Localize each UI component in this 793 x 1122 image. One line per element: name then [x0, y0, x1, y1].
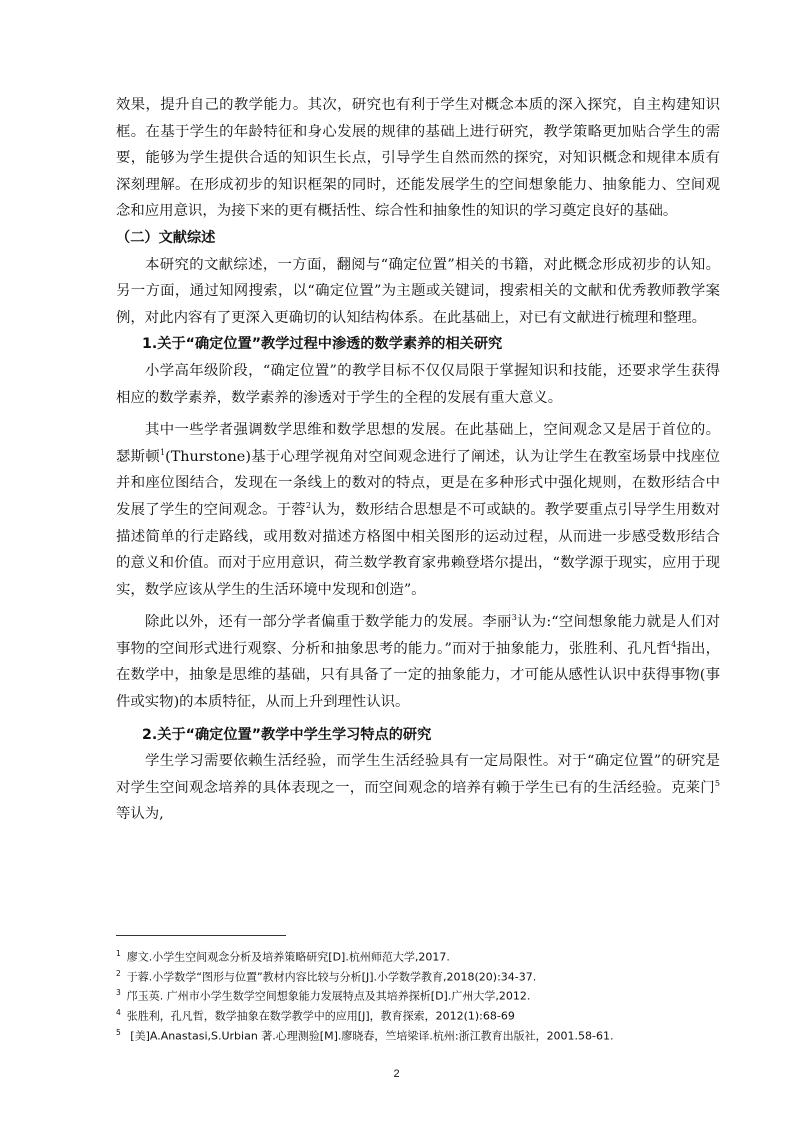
paragraph-spatial-concept [116, 417, 720, 603]
footnote-ref-4[interactable]: 4 [671, 640, 677, 650]
footnote-number: 4 [116, 1007, 121, 1017]
footnote-ref-3[interactable]: 3 [511, 613, 517, 623]
text-span: (Thurstone)基于心理学视角对空间观念进行了阐述，认为让学生在教室场景中找座位并和座位图结合，发现在一条线上的数对的特点，更是在多种形式中强化规则，在数形结合中发展了学生的空间观念。于蓉 [116, 448, 720, 518]
text-span: 指出，在数学中，抽象是思维的基础，只有具备了一定的抽象能力，才可能从感性认识中获得事物(事件或实物)的本质特征，从而上升到理性认识。 [116, 640, 720, 711]
text-span: 学生学习需要依赖生活经验，而学生生活经验具有一定局限性。对于“确定位置”的研究是对学生空间观念培养的具体表现之一，而空间观念的培养有赖于学生已有的生活经验。克莱门 [116, 753, 720, 796]
footnote-ref-1[interactable]: 1 [159, 447, 166, 457]
paragraph-intro-continued: 效果，提升自己的教学能力。其次，研究也有利于学生对概念本质的深入探究，自主构建知识框。在基于学生的年龄特征和身心发展的规律的基础上进行研究，教学策略更加贴合学生的需要，能够为学生提供合适的知识生长点，引导学生自然而然的探究，对知识概念和规律本质有深刻理解。在形成初步的知识框架的同时，还能发展学生的空间想象能力、抽象能力、空间观念和应用意识，为接下来的更有概括性、综合性和抽象性的知识的学习奠定良好的基础。 [116, 97, 720, 220]
footnote-number: 3 [116, 988, 121, 998]
footnotes [116, 946, 720, 1044]
footnote-text: 廖文.小学生空间观念分析及培养策略研究[D].杭州师范大学,2017. [126, 950, 450, 964]
footnote-number: 1 [116, 949, 121, 958]
paragraph-math-ability [116, 609, 720, 715]
footnote-text: 张胜利，孔凡哲，数学抽象在数学教学中的应用[J]，教育探索，2012(1):68-69 [126, 1009, 515, 1023]
footnote-5 [116, 1025, 720, 1045]
text-span: 认为，数形结合思想是不可或缺的。教学要重点引导学生用数对描述简单的行走路线，或用数对描述方格图中相关图形的运动过程，从而进一步感受数形结合的意义和价值。而对于应用意识，荷兰数学教育家弗赖登塔尔提出，“数学源于现实，应用于现实，数学应该从学生的生活环境中发现和创造”。 [116, 501, 720, 598]
footnote-separator [116, 935, 286, 936]
footnote-text: [美]A.Anastasi,S.Urbian 著.心理测验[M].廖晓春，竺培梁译.杭州:浙江教育出版社，2001.58-61. [126, 1029, 614, 1043]
footnote-1 [116, 946, 720, 966]
footnote-text: 邝玉英. 广州市小学生数学空间想象能力发展特点及其培养探析[D].广州大学,2012. [126, 989, 531, 1003]
footnote-ref-5[interactable]: 5 [714, 779, 720, 789]
section-heading-literature-review: （二）文献综述 [116, 229, 216, 246]
paragraph-math-literacy-goals: 小学高年级阶段，“确定位置”的教学目标不仅仅局限于掌握知识和技能，还要求学生获得相应的数学素养，数学素养的渗透对于学生的全程的发展有重大意义。 [116, 362, 720, 406]
footnote-ref-2[interactable]: 2 [305, 501, 311, 511]
paragraph-literature-overview: 本研究的文献综述，一方面，翻阅与“确定位置”相关的书籍，对此概念形成初步的认知。另一方面，通过知网搜索，以“确定位置”为主题或关键词，搜索相关的文献和优秀教师教学案例，对此内容有了更深入更确切的认知结构体系。在此基础上，对已有文献进行梳理和整理。 [116, 256, 720, 326]
subheading-math-literacy: 1.关于“确定位置”教学过程中渗透的数学素养的相关研究 [142, 336, 503, 353]
paragraph-life-experience [116, 748, 720, 828]
footnote-2 [116, 966, 720, 986]
text-span: 认为:“空间想象能力就是人们对事物的空间形式进行观察、分析和抽象思考的能力。”而对于抽象能力，张胜利、孔凡哲 [116, 614, 720, 657]
text-span: 其中一些学者强调数学思维和数学思想的发展。在此基础上，空间观念又是居于首位的。瑟斯顿 [116, 422, 720, 465]
footnote-text: 于蓉.小学数学“图形与位置”教材内容比较与分析[J].小学数学教育,2018(20):34-37. [126, 970, 537, 984]
text-span: 等认为, [116, 806, 164, 823]
page-number: 2 [393, 1068, 400, 1080]
text-span: 除此以外，还有一部分学者偏重于数学能力的发展。李丽 [145, 614, 512, 631]
footnote-number: 5 [116, 1027, 121, 1037]
body-text [116, 92, 720, 828]
subheading-learning-characteristics: 2.关于“确定位置”教学中学生学习特点的研究 [142, 726, 432, 743]
footnote-3 [116, 985, 720, 1005]
footnote-4 [116, 1005, 720, 1025]
footnote-number: 2 [116, 968, 121, 978]
